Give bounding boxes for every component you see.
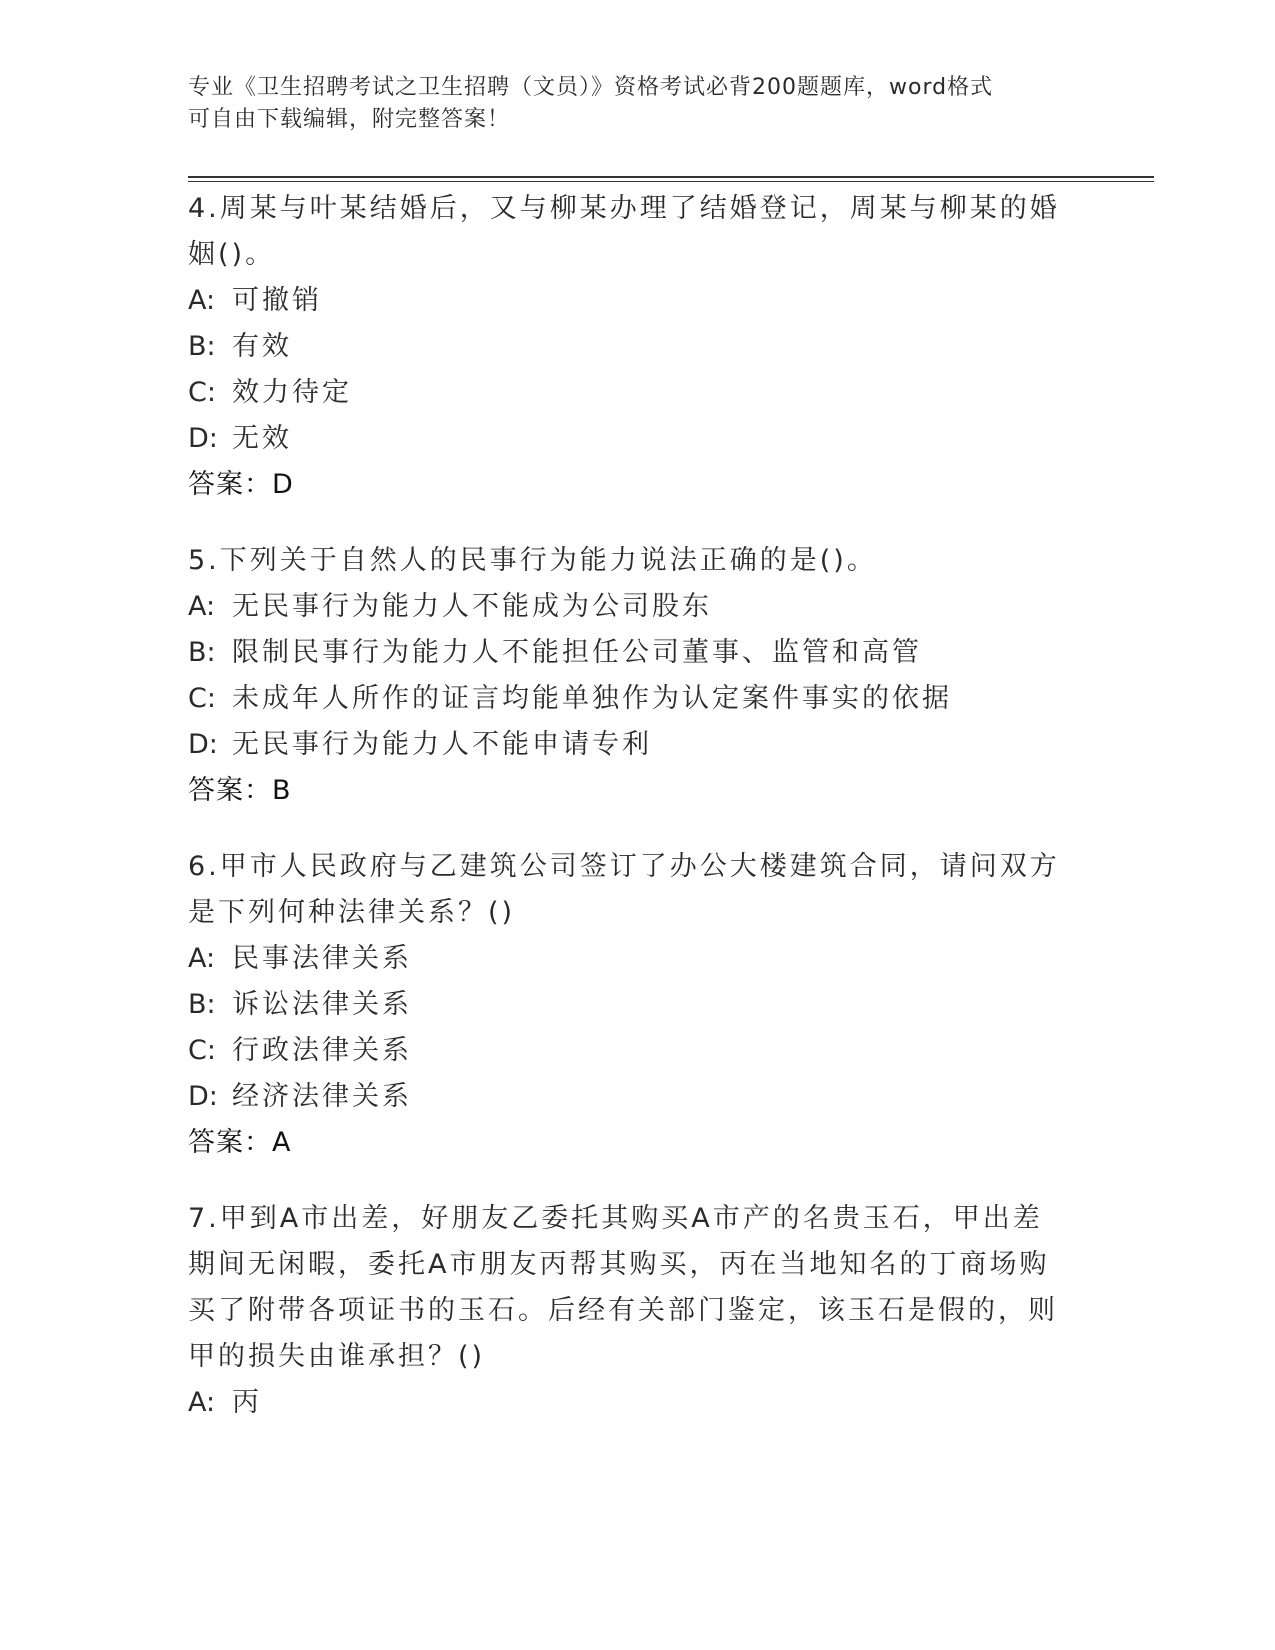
option-text: 效力待定: [232, 377, 352, 408]
answer-line: 答案：B: [188, 775, 292, 806]
question-text: 6.甲市人民政府与乙建筑公司签订了办公大楼建筑合同，请问双方是下列何种法律关系？(): [188, 851, 1060, 928]
question-4: [188, 186, 1068, 508]
option-label: C:: [188, 377, 216, 408]
question-text: 7.甲到A市出差，好朋友乙委托其购买A市产的名贵玉石，甲出差期间无闲暇，委托A市朋友丙帮其购买，丙在当地知名的丁商场购买了附带各项证书的玉石。后经有关部门鉴定，该玉石是假的，则甲的损失由谁承担？(): [188, 1203, 1058, 1372]
option-text: 未成年人所作的证言均能单独作为认定案件事实的依据: [232, 683, 952, 714]
answer-line: 答案：D: [188, 469, 294, 500]
option-text: 可撤销: [232, 285, 322, 316]
option-d: [188, 722, 1068, 768]
option-text: 无效: [232, 423, 292, 454]
option-label: A:: [188, 591, 216, 622]
option-label: A:: [188, 285, 216, 316]
option-label: C:: [188, 1035, 216, 1066]
option-label: D:: [188, 423, 218, 454]
option-c: [188, 676, 1068, 722]
option-label: A:: [188, 1387, 216, 1418]
option-a: [188, 936, 1068, 982]
option-text: 无民事行为能力人不能申请专利: [232, 729, 652, 760]
option-d: [188, 1074, 1068, 1120]
answer-line: 答案：A: [188, 1127, 292, 1158]
question-list: [188, 186, 1068, 1456]
option-label: B:: [188, 331, 216, 362]
option-label: D:: [188, 1081, 218, 1112]
option-a: [188, 584, 1068, 630]
option-text: 民事法律关系: [232, 943, 412, 974]
header-divider-thick: [188, 176, 1154, 178]
option-label: A:: [188, 943, 216, 974]
option-label: B:: [188, 637, 216, 668]
option-b: [188, 630, 1068, 676]
option-label: D:: [188, 729, 218, 760]
option-a: [188, 1380, 1068, 1426]
question-text: 5.下列关于自然人的民事行为能力说法正确的是()。: [188, 545, 877, 576]
option-text: 限制民事行为能力人不能担任公司董事、监管和高管: [232, 637, 922, 668]
option-label: B:: [188, 989, 216, 1020]
question-text: 4.周某与叶某结婚后，又与柳某办理了结婚登记，周某与柳某的婚姻()。: [188, 193, 1060, 270]
question-6: [188, 844, 1068, 1166]
option-c: [188, 1028, 1068, 1074]
option-text: 诉讼法律关系: [232, 989, 412, 1020]
header-line-2: 可自由下载编辑，附完整答案！: [188, 107, 511, 132]
option-b: [188, 982, 1068, 1028]
option-text: 丙: [232, 1387, 262, 1418]
question-7: [188, 1196, 1068, 1426]
option-text: 有效: [232, 331, 292, 362]
option-a: [188, 278, 1068, 324]
option-text: 无民事行为能力人不能成为公司股东: [232, 591, 712, 622]
option-d: [188, 416, 1068, 462]
document-header: [188, 72, 1068, 136]
option-text: 经济法律关系: [232, 1081, 412, 1112]
option-b: [188, 324, 1068, 370]
header-line-1: 专业《卫生招聘考试之卫生招聘（文员）》资格考试必背200题题库，word格式: [188, 75, 994, 100]
header-divider-thin: [188, 181, 1154, 182]
option-c: [188, 370, 1068, 416]
question-5: [188, 538, 1068, 814]
option-text: 行政法律关系: [232, 1035, 412, 1066]
option-label: C:: [188, 683, 216, 714]
